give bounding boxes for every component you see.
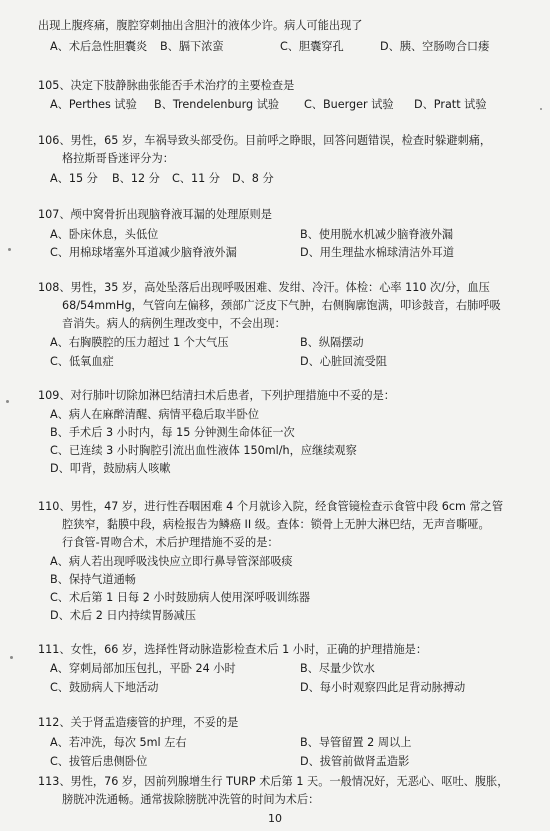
option-a: A、若冲洗，每次 5ml 左右 [50, 736, 187, 749]
option-b: B、尽量少饮水 [300, 662, 375, 675]
option-b: B、纵隔摆动 [300, 336, 364, 349]
option-d: D、胰、空肠吻合口瘘 [380, 40, 490, 53]
option-b: B、保持气道通畅 [50, 573, 136, 586]
question-113-stem-cont: 膀胱冲洗通畅。通常拔除膀胱冲洗管的时间为术后： [62, 793, 320, 806]
option-b: B、Trendelenburg 试验 [154, 98, 280, 111]
option-c: C、胆囊穿孔 [280, 40, 344, 53]
question-108-stem-cont: 68/54mmHg，气管向左偏移，颈部广泛皮下气肿，右侧胸廓饱满，叩诊鼓音，右肺呼吸 [62, 299, 501, 312]
option-d: D、叩背，鼓励病人咳嗽 [50, 462, 171, 475]
option-a: A、病人若出现呼吸浅快应立即行鼻导管深部吸痰 [50, 555, 293, 568]
page-number: 10 [268, 812, 282, 825]
question-107-stem: 107、颅中窝骨折出现脑脊液耳漏的处理原则是 [38, 208, 272, 221]
option-a: A、术后急性胆囊炎 [50, 40, 148, 53]
question-110-stem-cont: 行食管-胃吻合术，术后护理措施不妥的是： [62, 536, 279, 549]
question-112-stem: 112、关于肾盂造瘘管的护理，不妥的是 [38, 716, 239, 729]
question-113-stem: 113、男性，76 岁，因前列腺增生行 TURP 术后第 1 天。一般情况好，无恶心、呕吐、腹胀， [38, 775, 509, 788]
option-a: A、右胸膜腔的压力超过 1 个大气压 [50, 336, 229, 349]
question-106-stem-cont: 格拉斯哥昏迷评分为： [62, 152, 174, 165]
question-111-stem: 111、女性，66 岁，选择性肾动脉造影检查术后 1 小时，正确的护理措施是： [38, 643, 428, 656]
option-d: D、心脏回流受阻 [300, 355, 387, 368]
option-b: B、使用脱水机减少脑脊液外漏 [300, 228, 454, 241]
options-row [50, 40, 489, 54]
question-106-stem: 106、男性，65 岁，车祸导致头部受伤。目前呼之睁眼，回答问题错误，检查时躲避刺痛， [38, 134, 492, 147]
option-a: A、Perthes 试验 [50, 98, 137, 111]
question-109-stem: 109、对行肺叶切除加淋巴结清扫术后患者，下列护理措施中不妥的是： [38, 389, 395, 402]
option-b: B、膈下浓蛮 [160, 40, 224, 53]
option-b: B、12 分 [112, 172, 160, 185]
question-105-stem: 105、决定下肢静脉曲张能否手术治疗的主要检查是 [38, 79, 295, 92]
option-d: D、Pratt 试验 [414, 98, 487, 111]
options-row [50, 172, 274, 186]
option-b: B、导管留置 2 周以上 [300, 736, 412, 749]
option-d: D、8 分 [232, 172, 274, 185]
scan-speck [540, 108, 542, 110]
scan-speck [6, 400, 9, 403]
option-c: C、拔管后患侧卧位 [50, 755, 148, 768]
question-110-stem-cont: 腔狭窄，黏膜中段，病检报告为鳞癌 II 级。查体：锁骨上无肿大淋巴结，无声音嘶哑。 [62, 518, 490, 531]
question-108-stem-cont: 音消失。病人的病例生理改变中，不会出现： [62, 317, 286, 330]
question-stem: 出现上腹疼痛，腹腔穿刺抽出含胆汁的液体少许。病人可能出现了 [38, 19, 363, 32]
question-110-stem: 110、男性，47 岁，进行性吞咽困难 4 个月就诊入院，经食管镜检查示食管中段 6cm 常之管 [38, 500, 504, 513]
scan-speck [10, 656, 13, 659]
option-c: C、11 分 [172, 172, 220, 185]
option-a: A、卧床休息，头低位 [50, 228, 159, 241]
option-b: B、手术后 3 小时内，每 15 分钟测生命体征一次 [50, 426, 295, 439]
option-a: A、病人在麻醉清醒、病情平稳后取半卧位 [50, 408, 260, 421]
option-a: A、15 分 [50, 172, 98, 185]
option-c: C、术后第 1 日每 2 小时鼓励病人使用深呼吸训练器 [50, 591, 311, 604]
option-c: C、Buerger 试验 [304, 98, 394, 111]
option-d: D、术后 2 日内持续胃肠减压 [50, 609, 196, 622]
option-d: D、用生理盐水棉球清洁外耳道 [300, 246, 455, 259]
option-c: C、已连续 3 小时胸腔引流出血性液体 150ml/h，应继续观察 [50, 444, 357, 457]
question-108-stem: 108、男性，35 岁，高处坠落后出现呼吸困难、发绀、冷汗。体检：心率 110 次/分，血压 [38, 281, 490, 294]
option-c: C、低氧血症 [50, 355, 114, 368]
options-row [50, 98, 487, 112]
option-c: C、鼓励病人下地活动 [50, 681, 159, 694]
option-a: A、穿刺局部加压包扎，平卧 24 小时 [50, 662, 236, 675]
option-c: C、用棉球堵塞外耳道减少脑脊液外漏 [50, 246, 237, 259]
scan-speck [8, 248, 11, 251]
option-d: D、拔管前做肾盂造影 [300, 755, 410, 768]
option-d: D、每小时观察四此足背动脉搏动 [300, 681, 466, 694]
